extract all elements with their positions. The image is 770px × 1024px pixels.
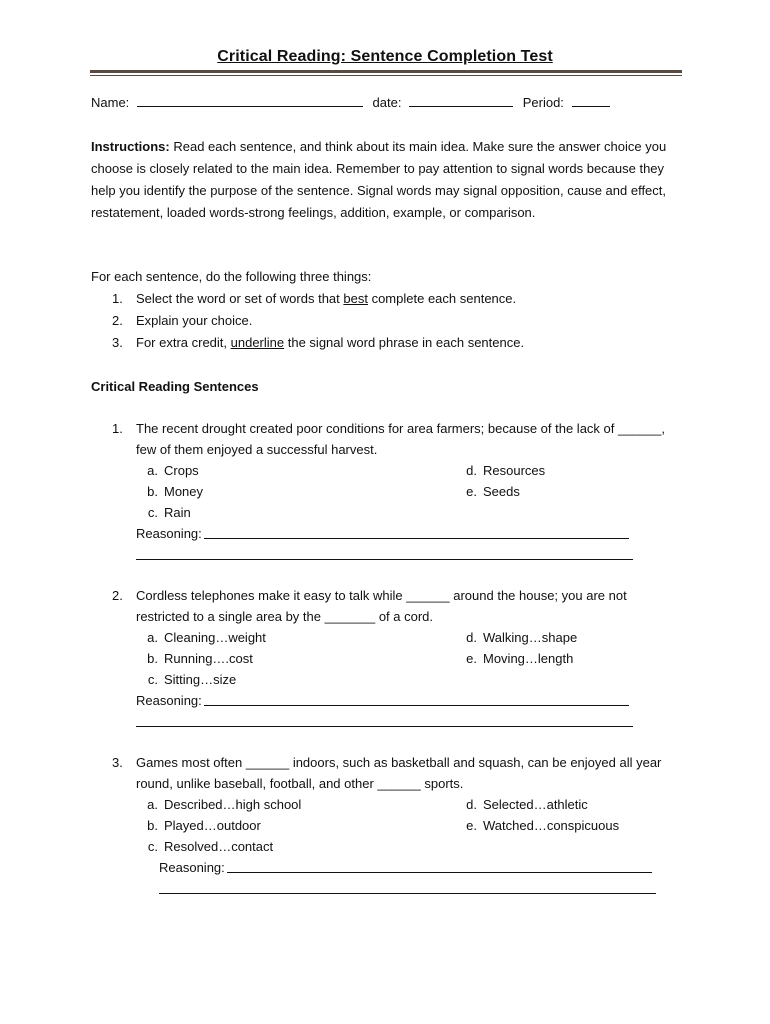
option-text: Watched…conspicuous <box>483 818 620 833</box>
option-letter: c. <box>147 505 158 520</box>
option-letter: c. <box>147 839 158 854</box>
option-letter: b. <box>147 818 158 833</box>
header-fields <box>91 93 610 113</box>
option-text: Described…high school <box>164 797 302 812</box>
period-label: Period: <box>522 95 564 110</box>
reasoning-label: Reasoning: <box>136 526 202 541</box>
option-letter: e. <box>466 484 477 499</box>
question-number: 2. <box>112 588 123 603</box>
option-text: Resources <box>483 463 546 478</box>
question-2-line-2: restricted to a single area by the _______ of a cord. <box>136 609 434 624</box>
answer-option[interactable] <box>134 461 199 481</box>
question-1-line-1: The recent drought created poor conditions for area farmers; because of the lack of ______, <box>136 421 665 436</box>
reasoning-field[interactable] <box>136 726 633 727</box>
option-text: Played…outdoor <box>164 818 261 833</box>
option-letter: d. <box>466 630 477 645</box>
answer-option[interactable] <box>453 816 619 836</box>
title-rule-thick <box>90 70 682 73</box>
option-letter: a. <box>147 797 158 812</box>
answer-option[interactable] <box>453 461 545 481</box>
answer-option[interactable] <box>453 482 520 502</box>
question-number: 3. <box>112 755 123 770</box>
reasoning-field[interactable] <box>136 559 633 560</box>
answer-option[interactable] <box>453 628 577 648</box>
reasoning-field[interactable] <box>159 893 656 894</box>
step-1 <box>136 289 516 309</box>
reasoning-label: Reasoning: <box>159 860 225 875</box>
instructions-label: Instructions: <box>91 139 170 154</box>
date-field[interactable] <box>409 94 513 107</box>
answer-option[interactable] <box>134 795 301 815</box>
option-letter: d. <box>466 797 477 812</box>
question-1-line-2: few of them enjoyed a successful harvest. <box>136 442 378 457</box>
step-1-emphasis: best <box>343 291 368 306</box>
option-text: Moving…length <box>483 651 574 666</box>
option-text: Running….cost <box>164 651 253 666</box>
step-3-text-end: the signal word phrase in each sentence. <box>284 335 525 350</box>
step-1-text: Select the word or set of words that <box>136 291 344 306</box>
steps-intro: For each sentence, do the following three things: <box>91 269 372 284</box>
reasoning-label: Reasoning: <box>136 693 202 708</box>
option-letter: b. <box>147 484 158 499</box>
reasoning-field[interactable] <box>204 538 629 539</box>
answer-option[interactable] <box>134 649 253 669</box>
option-letter: b. <box>147 651 158 666</box>
answer-option[interactable] <box>134 670 236 690</box>
option-letter: a. <box>147 463 158 478</box>
step-1-text-end: complete each sentence. <box>367 291 517 306</box>
date-label: date: <box>372 95 402 110</box>
answer-option[interactable] <box>134 628 266 648</box>
option-text: Sitting…size <box>164 672 237 687</box>
step-3 <box>136 333 524 353</box>
instructions-text: Read each sentence, and think about its main idea. Make sure the answer choice you choose is closely related to the main idea. Remember to pay attention to signal words because they help you identify the purpose of the sentence. Signal words may signal opposition, cause and effect, restatement, loaded words-strong feelings, addition, example, or comparison. <box>91 139 667 220</box>
answer-option[interactable] <box>453 649 573 669</box>
question-3-line-2: round, unlike baseball, football, and other ______ sports. <box>136 776 464 791</box>
reasoning-field[interactable] <box>204 705 629 706</box>
step-number: 3. <box>112 335 123 350</box>
answer-option[interactable] <box>134 837 273 857</box>
step-3-text: For extra credit, <box>136 335 231 350</box>
answer-option[interactable] <box>134 503 191 523</box>
step-3-emphasis: underline <box>230 335 285 350</box>
page-title: Critical Reading: Sentence Completion Test <box>217 48 553 65</box>
step-number: 1. <box>112 291 123 306</box>
option-text: Cleaning…weight <box>164 630 266 645</box>
instructions <box>91 136 681 224</box>
step-number: 2. <box>112 313 123 328</box>
reasoning-field[interactable] <box>227 872 652 873</box>
answer-option[interactable] <box>134 816 261 836</box>
option-letter: a. <box>147 630 158 645</box>
name-label: Name: <box>91 95 130 110</box>
question-2-line-1: Cordless telephones make it easy to talk while ______ around the house; you are not <box>136 588 627 603</box>
option-text: Rain <box>164 505 191 520</box>
option-letter: d. <box>466 463 477 478</box>
option-letter: e. <box>466 651 477 666</box>
option-text: Resolved…contact <box>164 839 274 854</box>
option-text: Money <box>164 484 204 499</box>
answer-option[interactable] <box>134 482 203 502</box>
question-3-line-1: Games most often ______ indoors, such as basketball and squash, can be enjoyed all year <box>136 755 662 770</box>
section-heading: Critical Reading Sentences <box>91 379 259 394</box>
period-field[interactable] <box>572 94 610 107</box>
name-field[interactable] <box>137 94 363 107</box>
answer-option[interactable] <box>453 795 588 815</box>
step-2: Explain your choice. <box>136 313 253 328</box>
option-letter: e. <box>466 818 477 833</box>
option-text: Walking…shape <box>483 630 578 645</box>
option-text: Seeds <box>483 484 520 499</box>
option-text: Crops <box>164 463 199 478</box>
option-text: Selected…athletic <box>483 797 588 812</box>
option-letter: c. <box>147 672 158 687</box>
title-rule-thin <box>90 75 682 76</box>
question-number: 1. <box>112 421 123 436</box>
